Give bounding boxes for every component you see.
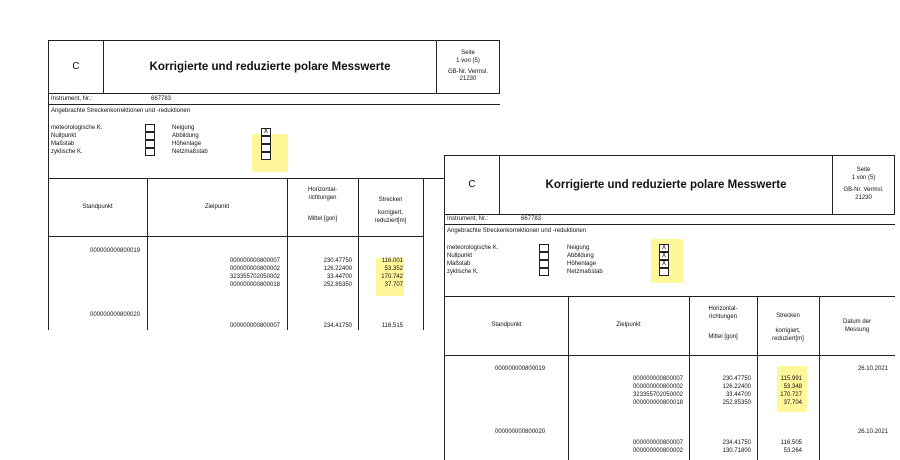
col-zielpunkt: Zielpunkt (616, 322, 641, 328)
station-id: 000000000800020 (90, 312, 141, 318)
instrument-label: Instrument, Nr.: (447, 216, 489, 222)
gb-label: GB-Nr. Vermsl. (447, 68, 488, 75)
hz-value: 234.41750 (722, 440, 751, 446)
correction-label-massstab: Maßstab (51, 141, 75, 147)
station-id: 000000000800019 (90, 248, 141, 254)
checkbox-netzmassstab (659, 268, 669, 276)
correction-label-neigung: Neigung (567, 245, 590, 251)
hz-value: 33.44700 (326, 274, 352, 280)
checkbox-nullpunkt (145, 132, 155, 140)
check-mark-abbildung: X (661, 251, 667, 259)
hz-value: 234.41750 (323, 323, 352, 329)
check-mark-neigung: X (263, 127, 269, 135)
correction-label-hoehenlage: Höhenlage (172, 141, 202, 147)
distance-value: 37.707 (384, 282, 403, 288)
hz-value: 230.47750 (722, 376, 751, 382)
report-header (444, 155, 895, 215)
col-mittel: Mittel [gon] (708, 334, 738, 340)
correction-label-neigung: Neigung (172, 125, 195, 131)
page-value: 1 von (5) (851, 175, 876, 182)
distance-value: 115.991 (780, 376, 802, 382)
target-id: 000000000800007 (632, 376, 683, 382)
corrections-title: Angebrachte Streckenkorrektionen und -reduktionen (447, 228, 587, 234)
target-id: 000000000800002 (632, 448, 683, 454)
col-strecken: Strecken (378, 197, 403, 203)
station-id: 000000000800020 (495, 429, 546, 435)
checkbox-zyklisch (145, 148, 155, 156)
correction-label-zyklisch: zyklische K. (51, 149, 83, 155)
col-horizontal: Horizontal- richtungen (708, 306, 738, 320)
checkbox-massstab (145, 140, 155, 148)
report-title: Korrigierte und reduzierte polare Messwerte (500, 156, 833, 214)
target-id: 000000000800018 (632, 400, 683, 406)
distance-value: 116.001 (381, 258, 403, 264)
checkbox-abbildung (261, 136, 271, 144)
correction-label-meteo: meteorologische K. (51, 125, 103, 131)
instrument-number: 667783 (151, 96, 172, 102)
hz-value: 230.47750 (323, 258, 352, 264)
page-label: Seite (461, 49, 475, 56)
target-id: 000000000800007 (632, 440, 683, 446)
station-id: 000000000800019 (495, 366, 546, 372)
distance-value: 53.352 (384, 266, 403, 272)
col-standpunkt: Standpunkt (82, 204, 113, 210)
col-horizontal: Horizontal- richtungen (307, 187, 337, 201)
page-info (437, 41, 499, 93)
report-code: C (445, 156, 500, 214)
distance-value: 116.505 (780, 440, 802, 446)
gb-label: GB-Nr. Vermsl. (843, 187, 884, 193)
col-standpunkt: Standpunkt (491, 322, 522, 328)
target-id: 000000000800002 (632, 384, 683, 390)
distance-value: 170.742 (381, 274, 403, 280)
check-mark-neigung: X (661, 243, 667, 251)
correction-label-netzmassstab: Netzmaßstab (567, 269, 603, 275)
distance-value: 53.348 (783, 384, 802, 390)
checkbox-nullpunkt (539, 252, 549, 260)
page-info (833, 156, 894, 214)
measure-date: 26.10.2021 (857, 429, 888, 435)
target-id: 000000000800007 (229, 323, 280, 329)
report-code: C (49, 41, 104, 93)
gb-value: 21230 (459, 76, 477, 83)
hz-value: 252.85350 (722, 400, 751, 406)
checkbox-massstab (539, 260, 549, 268)
correction-label-abbildung: Abbildung (172, 133, 199, 139)
target-id: 000000000800018 (229, 282, 280, 288)
report-title: Korrigierte und reduzierte polare Messwerte (104, 41, 437, 93)
checkbox-zyklisch (539, 268, 549, 276)
correction-label-zyklisch: zyklische K. (447, 269, 479, 275)
report-header (48, 40, 500, 94)
col-korrigiert: korrigiert, reduziert[m] (374, 210, 407, 224)
corrections-title: Angebrachte Streckenkorrektionen und -reduktionen (51, 108, 191, 114)
col-strecken: Strecken (776, 313, 800, 319)
col-mittel: Mittel [gon] (307, 216, 338, 222)
distance-value: 170.727 (780, 392, 802, 398)
correction-label-nullpunkt: Nullpunkt (447, 253, 473, 259)
report-page-2 (444, 155, 895, 460)
col-datum: Datum der Messung (842, 319, 871, 333)
page-label: Seite (856, 167, 871, 174)
checkbox-netzmassstab (261, 152, 271, 160)
target-id: 323355702050002 (229, 274, 280, 280)
checkbox-meteo (539, 244, 549, 252)
checkbox-hoehenlage (261, 144, 271, 152)
correction-label-abbildung: Abbildung (567, 253, 594, 259)
distance-value: 37.704 (783, 400, 802, 406)
hz-value: 130.71800 (722, 448, 751, 454)
hz-value: 126.22400 (323, 266, 352, 272)
gb-value: 21230 (855, 194, 872, 201)
col-korrigiert: korrigiert, reduziert[m] (772, 328, 804, 342)
target-id: 000000000800007 (229, 258, 280, 264)
correction-label-netzmassstab: Netzmaßstab (172, 149, 208, 155)
correction-label-hoehenlage: Höhenlage (567, 261, 597, 267)
page-value: 1 von (5) (456, 57, 480, 64)
instrument-number: 667783 (521, 216, 542, 222)
measure-date: 26.10.2021 (857, 366, 888, 372)
hz-value: 126.22400 (722, 384, 751, 390)
distance-value: 116.515 (381, 323, 403, 329)
correction-label-massstab: Maßstab (447, 261, 471, 267)
correction-label-meteo: meteorologische K. (447, 245, 499, 251)
target-id: 000000000800002 (229, 266, 280, 272)
hz-value: 33.44700 (725, 392, 751, 398)
check-mark-hoehenlage: X (661, 259, 667, 267)
target-id: 323355702050002 (632, 392, 683, 398)
col-zielpunkt: Zielpunkt (204, 204, 230, 210)
instrument-label: Instrument, Nr.: (51, 96, 93, 102)
correction-label-nullpunkt: Nullpunkt (51, 133, 77, 139)
distance-value: 53.264 (783, 448, 802, 454)
hz-value: 252.85350 (323, 282, 352, 288)
checkbox-meteo (145, 124, 155, 132)
report-page-1 (48, 40, 500, 330)
